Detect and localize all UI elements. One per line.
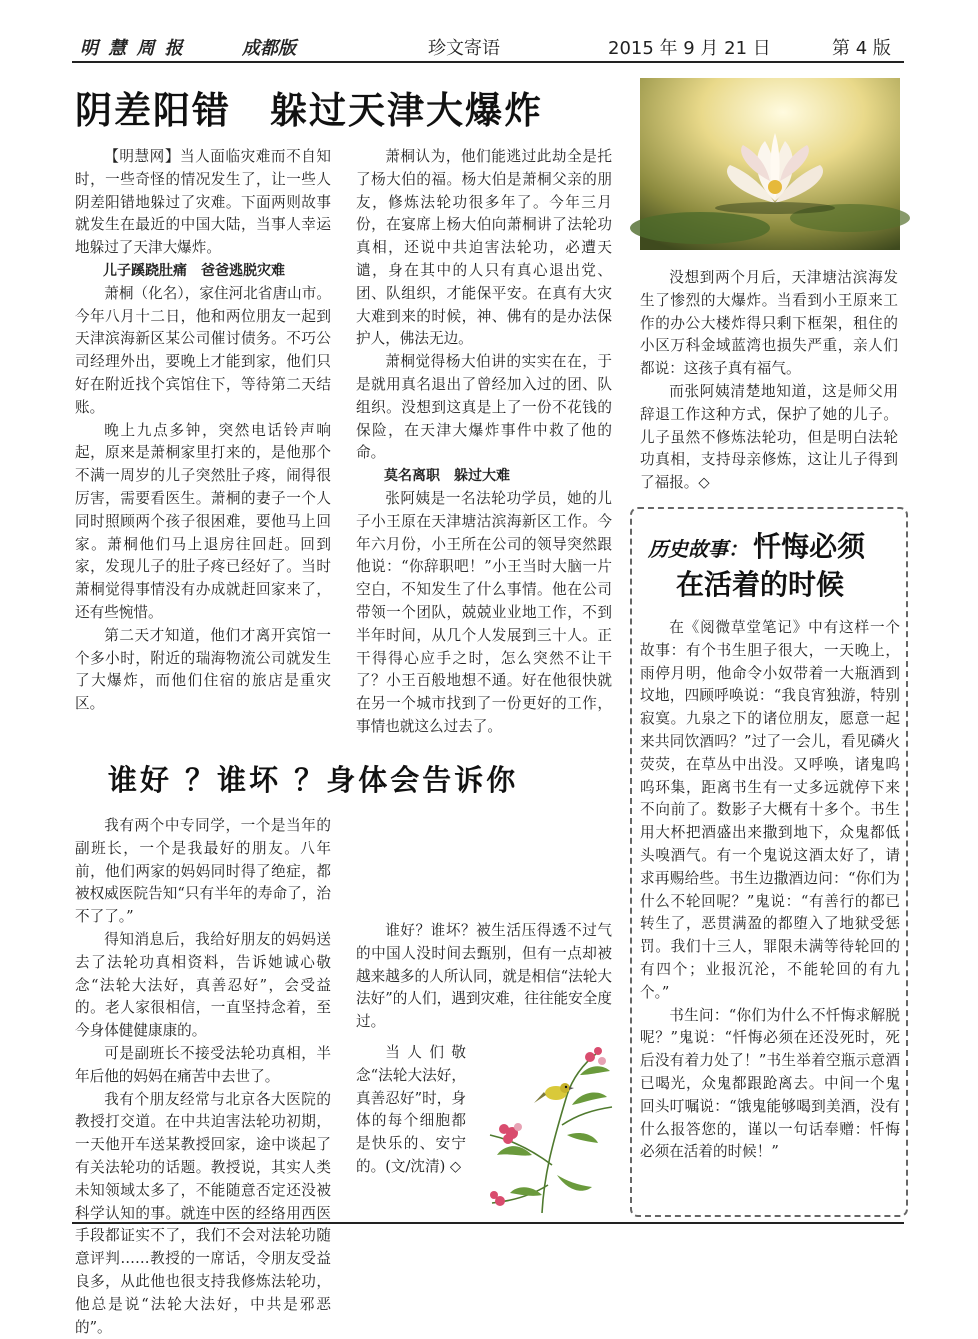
article3-paragraph: 在《阅微草堂笔记》中有这样一个故事：有个书生胆子很大，一天晚上，雨停月明，他命令小奴带着一大瓶酒到坟地，四顾呼唤说：“我良宵独游，特别寂寞。九泉之下的诸位朋友，愿意一起来共同饮酒吗？”过了一会儿，看见磷火荧荧，在草丛中出没。又呼唤，诸鬼呜呜环集，距离书生有一丈多远就停下来不向前了。数影子大概有十多个。书生用大杯把酒盛出来撒到地下，众鬼都低头嗅酒气。有一个鬼说这酒太好了，请求再赐给些。书生边撒酒边问：“你们为什么不轮回呢？”鬼说：“有善行的都已转生了，恶贯满盈的都堕入了地狱受惩罚。我们十三人，罪限未满等待轮回的有四个；业报沉沦，不能轮回的有九个。” — [640, 619, 900, 1001]
article2-title: 谁好 ？谁坏 ？身体会告诉你 — [108, 763, 519, 797]
article3-paragraph: 书生问：“你们为什么不忏悔求解脱呢？”鬼说：“忏悔必须在还没死时，死后没有着力处了！”书生举着空瓶示意酒已喝光，众鬼都跟跄离去。中间一个鬼回头叮嘱说：“饿鬼能够喝到美酒，没有什么报答您的，谨以一句话奉赠：忏悔必须在活着的时候！” — [640, 1006, 900, 1161]
issue-date: 2015 年 9 月 21 日 — [608, 38, 771, 59]
article1-paragraph: 而张阿姨清楚地知道，这是师父用辞退工作这种方式，保护了她的儿子。儿子虽然不修炼法轮功，但是明白法轮功真相，支持母亲修炼，这让儿子得到了福报。◇ — [640, 382, 898, 492]
article2-paragraph: 我有两个中专同学，一个是当年的副班长，一个是我最好的朋友。八年前，他们两家的妈妈同时得了绝症，都被权威医院告知“只有半年的寿命了，治不了了。” — [75, 817, 331, 926]
lotus-image — [640, 78, 900, 250]
page-number: 第 4 版 — [832, 38, 891, 59]
article3-title-prefix: 历史故事： — [648, 537, 748, 561]
article3-title-main: 忏悔必须 — [753, 530, 866, 563]
article1-paragraph: 萧桐（化名），家住河北省唐山市。今年八月十二日，他和两位朋友一起到天津滨海新区某公司催讨债务。不巧公司经理外出，要晚上才能到家，他们只好在附近找个宾馆住下，等待第二天结账。 — [75, 284, 331, 416]
footer-rule — [72, 1222, 904, 1224]
article1-paragraph: 第二天才知道，他们才离开宾馆一个多小时，附近的瑞海物流公司就发生了大爆炸，而他们住宿的旅店是重灾区。 — [75, 626, 331, 713]
article1-subheading-2: 莫名离职 躲过大难 — [384, 468, 510, 485]
article1-paragraph: 张阿姨是一名法轮功学员，她的儿子小王原在天津塘沽滨海新区工作。今年六月份，小王所在公司的领导突然跟他说：“你辞职吧！”小王当时大脑一片空白，不知发生了什么事情。他在公司带领一个团队，兢兢业业地工作，不到半年时间，从几个人发展到三十人。正干得得心应手之时，怎么突然不让干了？小王百般地想不通。好在他很快就在另一个城市找到了一份更好的工作，事情也就这么过去了。 — [356, 489, 612, 735]
edition-label: 成都版 — [242, 38, 296, 59]
article2-paragraph: 得知消息后，我给好朋友的妈妈送去了法轮功真相资料，告诉她诚心敬念“法轮大法好，真善忍好”，会受益的。老人家很相信，一直坚持念着，至今身体健健康康的。 — [75, 930, 331, 1040]
article2-column-1 — [75, 815, 331, 1339]
article1-subheading-1: 儿子蹊跷肚痛 爸爸逃脱灾难 — [103, 262, 285, 279]
article1-lead: 【明慧网】当人面临灾难而不自知时，一些奇怪的情况发生了，让一些人阴差阳错地躲过了灾难。下面两则故事就发生在最近的中国大陆，当事人幸运地躲过了天津大爆炸。 — [75, 148, 331, 257]
section-label: 珍文寄语 — [428, 38, 500, 59]
article1-title: 阴差阳错 躲过天津大爆炸 — [75, 89, 543, 132]
article2-paragraph: 我有个朋友经常与北京各大医院的教授打交道。在中共迫害法轮功初期，一天他开车送某教授回家，途中谈起了有关法轮功的话题。教授说，其实人类未知领域太多了，不能随意否定还没被科学认知的事。就连中医的经络用西医手段都证实不了，我们不会对法轮功随意评判……教授的一席话，令朋友受益良多，从此他也很支持我修炼法轮功，他总是说“法轮大法好，中共是邪恶的”。 — [75, 1090, 331, 1336]
article2-column-2 — [356, 920, 612, 1034]
article1-column-2 — [356, 146, 612, 739]
paper-name: 明 慧 周 报 — [80, 38, 185, 59]
article2-closing: 当人们敬念“法轮大法好，真善忍好”时，身体的每个细胞都是快乐的、安宁的。(文/沈清) ◇ — [356, 1044, 466, 1175]
header-rule — [72, 61, 904, 63]
article3-body — [640, 617, 900, 1164]
article1-column-1 — [75, 146, 331, 716]
article1-paragraph: 萧桐认为，他们能逃过此劫全是托了杨大伯的福。杨大伯是萧桐父亲的朋友，修炼法轮功很多年了。今年三月份，在宴席上杨大伯向萧桐讲了法轮功真相，还说中共迫害法轮功，必遭天谴，身在其中的人只有真心退出党、团、队组织，才能保平安。在真有大灾大难到来的时候，神、佛有的是办法保护人，佛法无边。 — [356, 148, 612, 348]
article3-title-line-1 — [648, 525, 865, 565]
article1-paragraph: 晚上九点多钟，突然电话铃声响起，原来是萧桐家里打来的，是他那个不满一周岁的儿子突然肚子疼，闹得很厉害，需要看医生。萧桐的妻子一个人同时照顾两个孩子很困难，要他马上回家。萧桐他们马上退房往回赶。回到家，发现儿子的肚子疼已经好了。当时萧桐觉得事情没有办成就赶回家来了，还有些惋惜。 — [75, 421, 331, 621]
page-header — [72, 34, 904, 60]
article2-paragraph: 谁好？谁坏？被生活压得透不过气的中国人没时间去甄别，但有一点却被越来越多的人所认同，就是相信“法轮大法好”的人们，遇到灾难，往往能安全度过。 — [356, 922, 612, 1031]
article1-paragraph: 没想到两个月后，天津塘沽滨海发生了惨烈的大爆炸。当看到小王原来工作的办公大楼炸得只剩下框架，租住的小区万科金域蓝湾也损失严重，亲人们都说：这孩子真有福气。 — [640, 269, 898, 378]
article2-column-2-tail — [356, 1042, 466, 1179]
article3-title-line-2: 在活着的时候 — [676, 568, 845, 601]
article1-column-3 — [640, 267, 898, 495]
article1-paragraph: 萧桐觉得杨大伯讲的实实在在，于是就用真名退出了曾经加入过的团、队组织。没想到这真是上了一份不花钱的保险，在天津大爆炸事件中救了他的命。 — [356, 353, 612, 462]
article2-paragraph: 可是副班长不接受法轮功真相，半年后他的妈妈在痛苦中去世了。 — [75, 1044, 331, 1085]
flower-illustration — [472, 1035, 620, 1213]
